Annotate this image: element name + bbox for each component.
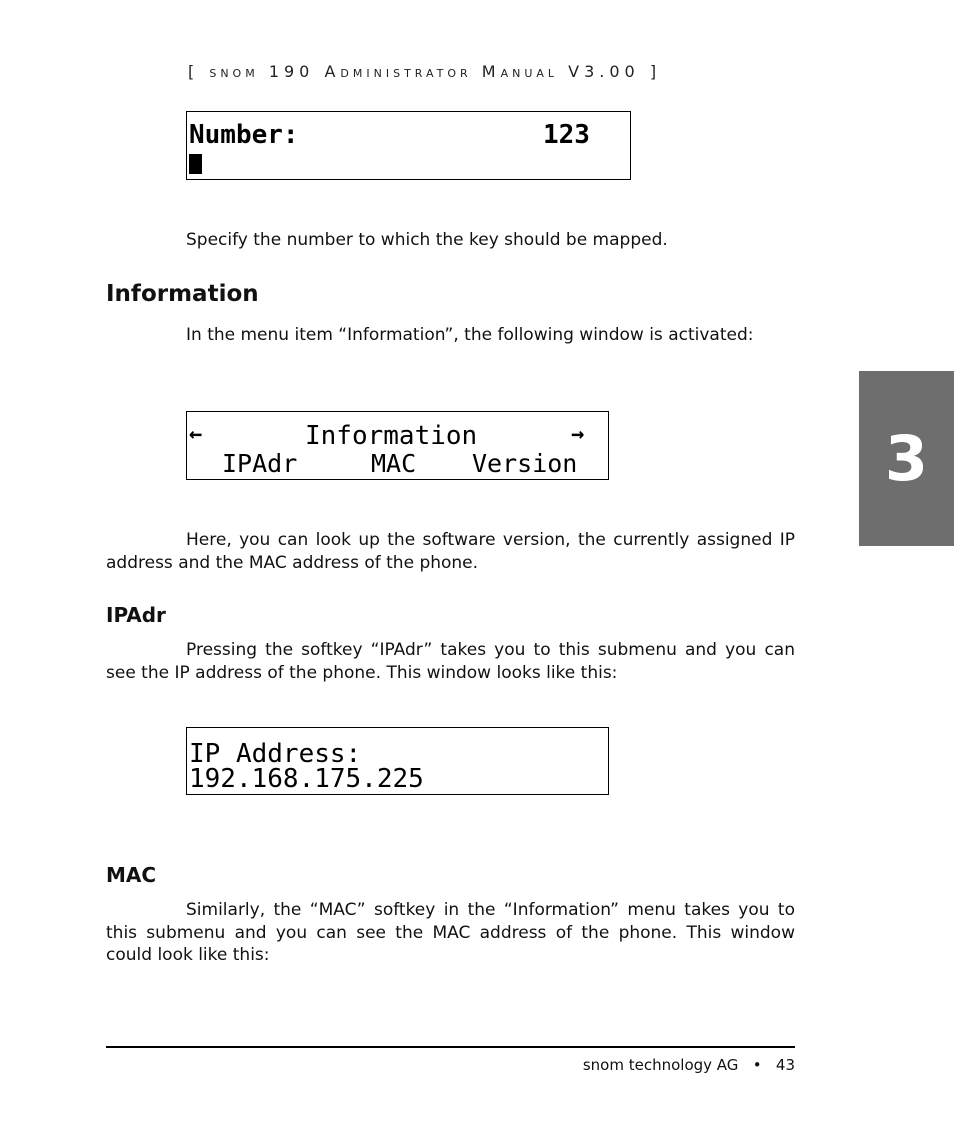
header-model: 190 [268,62,315,81]
left-arrow-icon: ← [189,422,203,447]
header-admin-initial: A [324,62,341,81]
header-open-bracket: [ [188,62,200,81]
chapter-tab [859,371,954,546]
right-arrow-icon: → [571,422,585,447]
header-brand: SNOM [209,67,259,80]
footer-bullet: • [752,1056,762,1074]
ipadr-heading: IPAdr [106,603,166,627]
ip-address-screen [186,727,609,795]
screen-title: Information [305,421,478,451]
mac-heading: MAC [106,863,157,887]
ip-label: IP Address: [189,739,362,769]
number-screen [186,111,631,180]
header-manual-initial: M [481,62,501,81]
information-heading: Information [106,281,259,307]
information-screen [186,411,609,480]
footer-company: snom technology AG [582,1056,739,1074]
cursor-block [189,154,202,174]
information-description: Here, you can look up the software version, the currently assigned IP address and the MAC address of the phone. [106,530,795,573]
softkey-mac: MAC [371,449,417,478]
softkey-ipadr: IPAdr [222,449,298,478]
running-header [188,62,661,81]
header-version: V3.00 [568,62,640,81]
softkey-version: Version [472,449,578,478]
chapter-number: 3 [884,422,929,495]
footer-rule [106,1046,795,1048]
ipadr-description: Pressing the softkey “IPAdr” takes you to this submenu and you can see the IP address of the phone. This window looks like this: [106,640,795,683]
page-number: 43 [775,1056,795,1074]
footer [583,1056,795,1074]
number-label: Number: [189,120,299,150]
number-value: 123 [543,120,590,150]
ip-value: 192.168.175.225 [189,764,424,794]
header-admin-rest: DMINISTRATOR [340,67,472,80]
header-manual-rest: ANUAL [500,67,559,80]
number-caption: Specify the number to which the key should be mapped. [186,230,668,250]
header-close-bracket: ] [649,62,662,81]
information-intro: In the menu item “Information”, the following window is activated: [186,325,754,345]
mac-description: Similarly, the “MAC” softkey in the “Information” menu takes you to this submenu and you can see the MAC address of the phone. This window could look like this: [106,900,795,965]
